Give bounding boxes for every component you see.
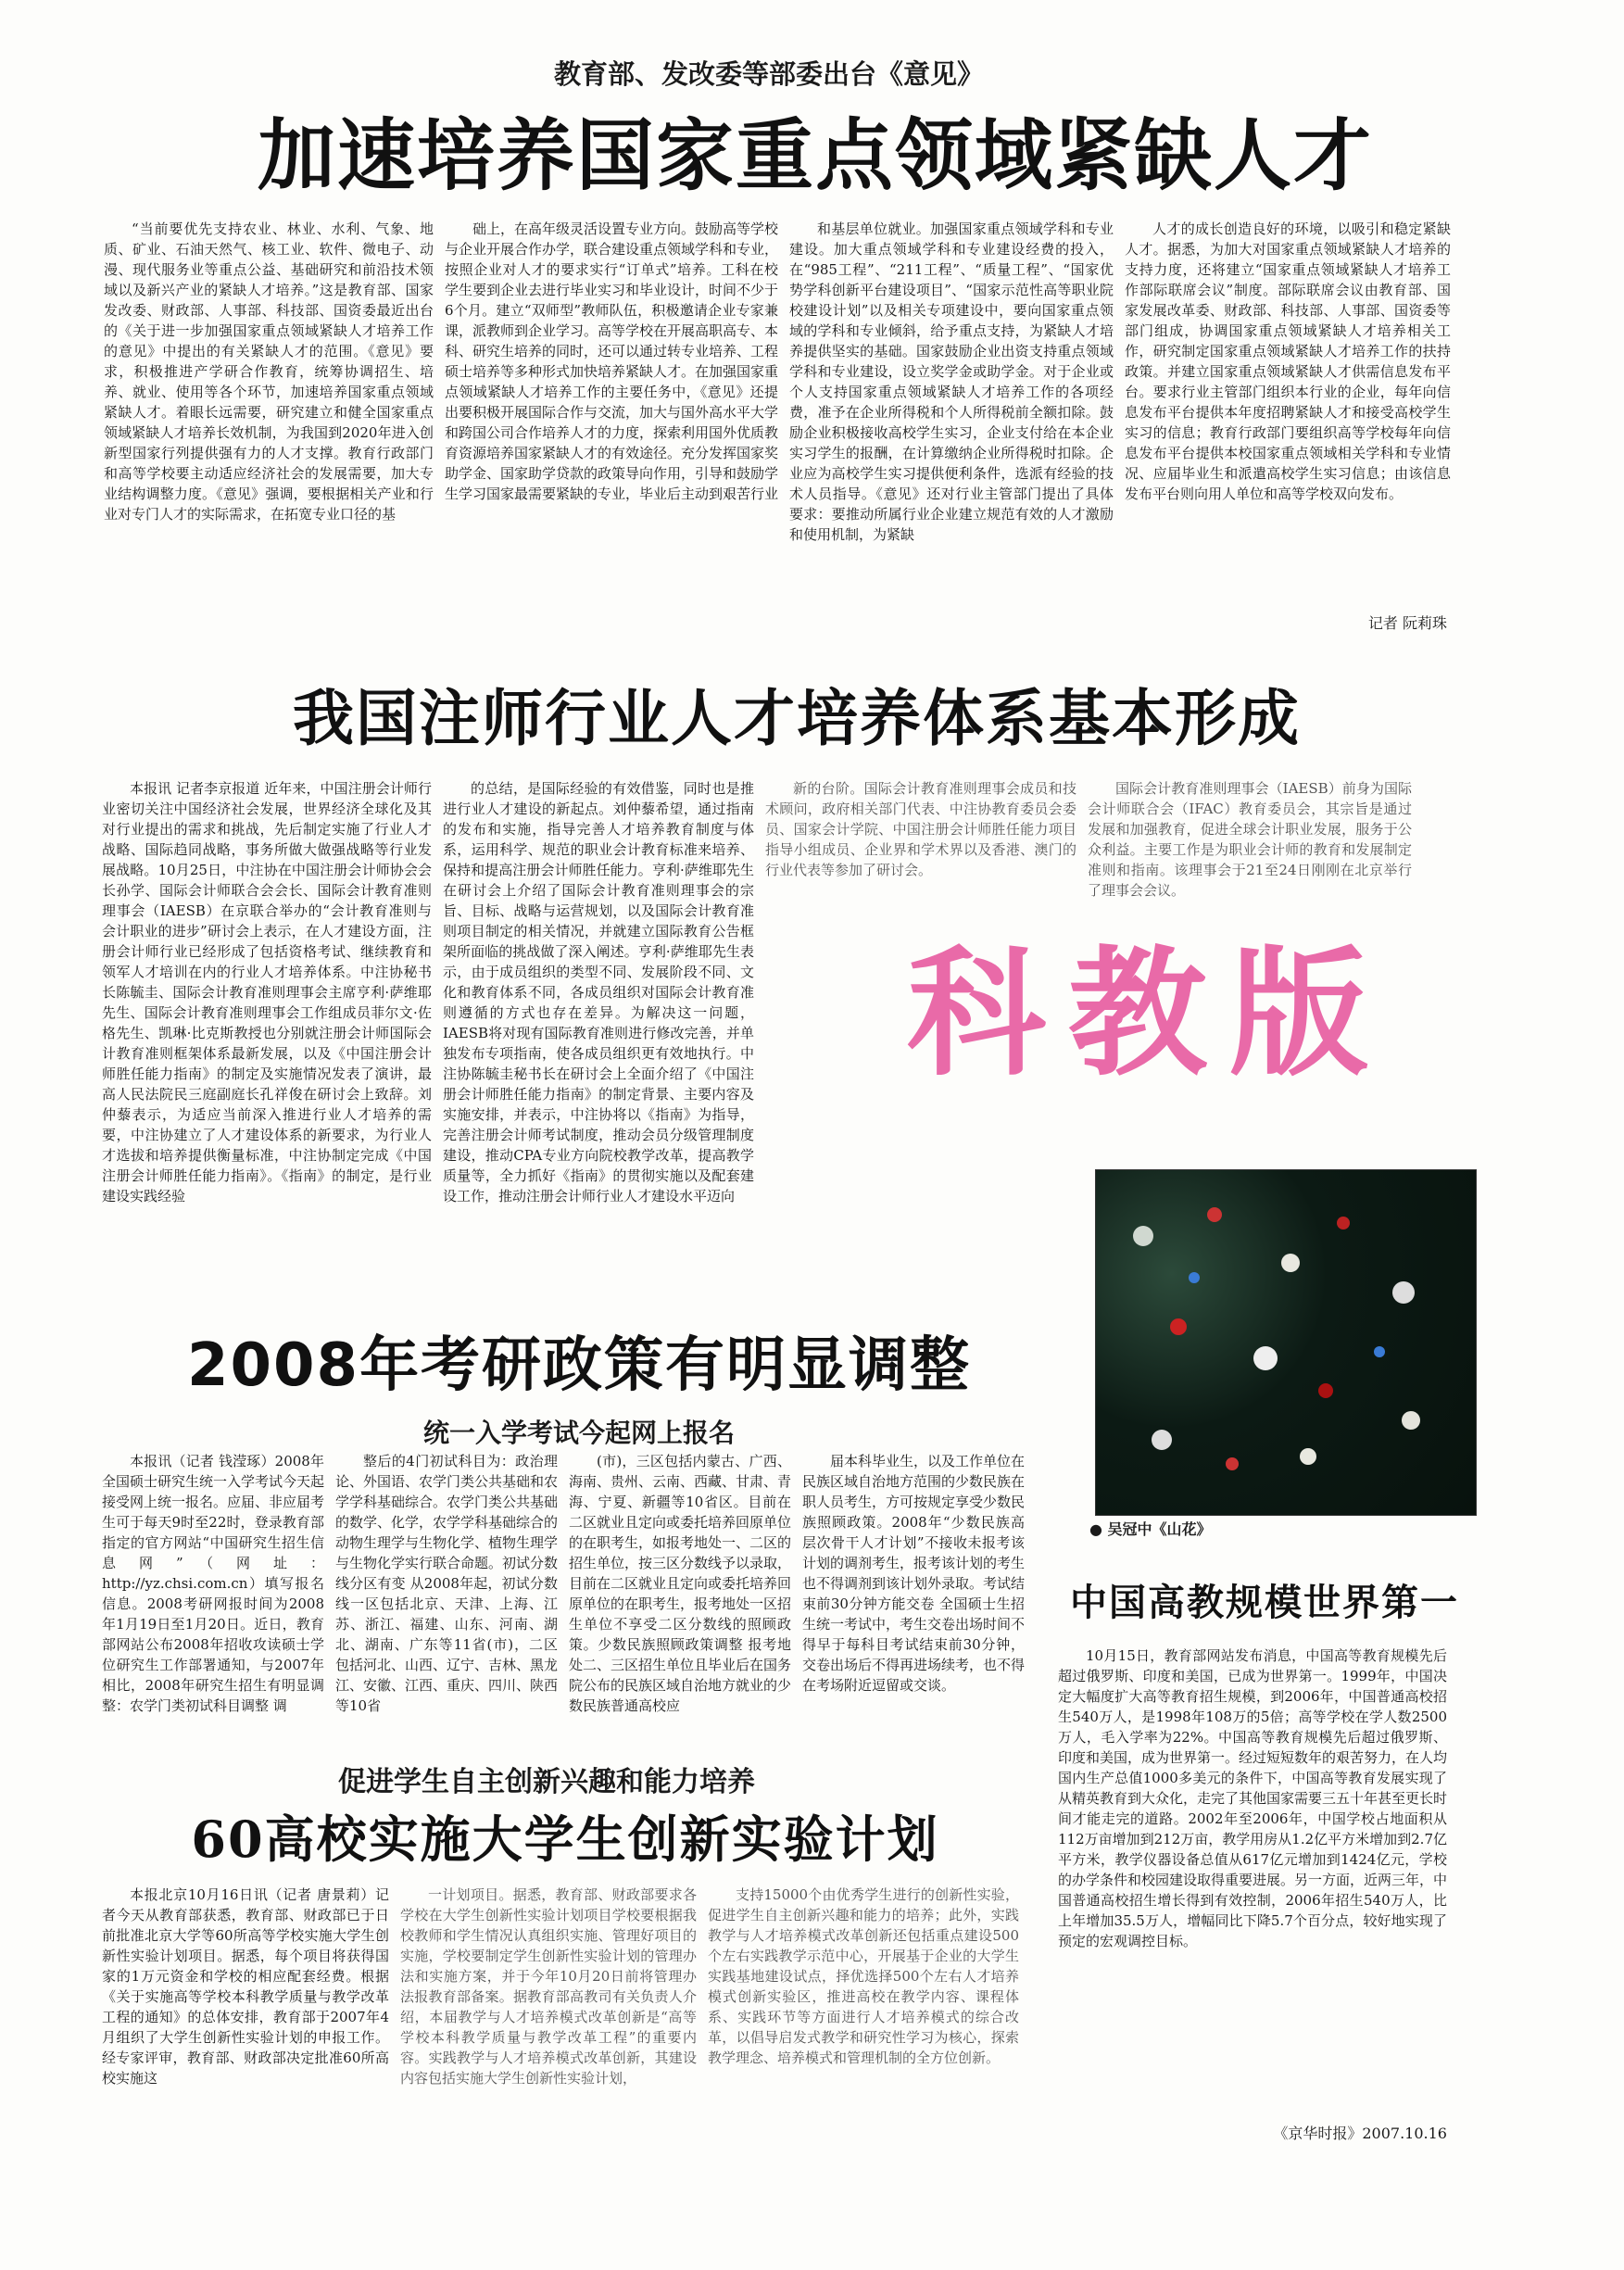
article5-headline: 60高校实施大学生创新实验计划	[191, 1810, 939, 1869]
article2-column-2: 的总结，是国际经验的有效借鉴，同时也是推进行业人才建设的新起点。刘仲藜希望，通过指南的发布和实施，指导完善人才培养教育制度与体系，运用科学、规范的职业会计教育标准来培养、保持和提高注册会计师胜任能力。亨利·萨维耶先生在研讨会上介绍了国际会计教育准则理事会的宗旨、目标、战略与运营规划，以及国际会计教育准则项目制定的相关情况，并就建立国际教育公告框架所面临的挑战做了深入阐述。亨利·萨维耶先生表示，由于成员组织的类型不同、发展阶段不同、文化和教育体系不同，各成员组织对国际会计教育准则遵循的方式也存在差异。为解决这一问题，IAESB将对现有国际教育准则进行修改完善，并单独发布专项指南，使各成员组织更有效地执行。中注协陈毓圭秘书长在研讨会上全面介绍了《中国注册会计师胜任能力指南》的制定背景、主要内容及实施安排，并表示，中注协将以《指南》为指导，完善注册会计师考试制度，推动会员分级管理制度建设，推动CPA专业方向院校教学改革，提高教学质量等，全力抓好《指南》的贯彻实施以及配套建设工作，推动注册会计师行业人才建设水平迈向	[443, 780, 754, 1204]
article2-column-4: 国际会计教育准则理事会（IAESB）前身为国际会计师联合会（IFAC）教育委员会，其宗旨是通过发展和加强教育，促进全球会计职业发展，服务于公众利益。主要工作是为职业会计师的教育和发展制定准则和指南。该理事会于21至24日刚刚在北京举行了理事会会议。	[1088, 780, 1412, 899]
article1-byline: 记者 阮莉珠	[1367, 614, 1447, 632]
article5-column-1: 本报北京10月16日讯（记者 唐景莉）记者今天从教育部获悉，教育部、财政部已于日前批准北京大学等60所高等学校实施大学生创新性实验计划项目。据悉，每个项目将获得国家的1万元资金和学校的相应配套经费。根据《关于实施高等学校本科教学质量与教学改革工程的通知》的总体安排，教育部于2007年4月组织了大学生创新性实验计划的申报工作。经专家评审，教育部、财政部决定批准60所高校实施这	[102, 1886, 389, 2087]
painting-caption: ● 吴冠中《山花》	[1089, 1520, 1212, 1538]
article3-column-2: 整后的4门初试科目为：政治理论、外国语、农学门类公共基础和农学学科基础综合。农学门类公共基础的数学、化学，农学学科基础综合的动物生理学与生物化学、植物生理学与生物化学实行联合命题。初试分数线分区有变 从2008年起，初试分数线一区包括北京、天津、上海、江苏、浙江、福建、山东、河南、湖北、湖南、广东等11省(市)，二区包括河北、山西、辽宁、吉林、黑龙江、安徽、江西、重庆、四川、陕西等10省	[335, 1453, 558, 1714]
article2-column-3: 新的台阶。国际会计教育准则理事会成员和技术顾问，政府相关部门代表、中注协教育委员会委员、国家会计学院、中国注册会计师胜任能力项目指导小组成员、企业界和学术界以及香港、澳门的行业代表等参加了研讨会。	[765, 780, 1076, 878]
article2-column-1: 本报讯 记者李京报道 近年来，中国注册会计师行业密切关注中国经济社会发展，世界经济全球化及其对行业提出的需求和挑战，先后制定实施了行业人才战略、国际趋同战略，事务所做大做强战略等行业发展战略。10月25日，中注协在中国注册会计师协会会长孙学、国际会计师联合会会长、国际会计教育准则理事会（IAESB）在京联合举办的“会计教育准则与会计职业的进步”研讨会上表示，在人才建设方面，注册会计师行业已经形成了包括资格考试、继续教育和领军人才培训在内的行业人才培养体系。中注协秘书长陈毓圭、国际会计教育准则理事会主席亨利·萨维耶先生、国际会计教育准则理事会工作组成员菲尔文·佐格先生、凯琳·比克斯教授也分别就注册会计师国际会计教育准则框架体系最新发展，以及《中国注册会计师胜任能力指南》的制定及实施情况发表了演讲，最高人民法院民三庭副庭长孔祥俊在研讨会上致辞。刘仲藜表示，为适应当前深入推进行业人才培养的需要，中注协建立了人才建设体系的新要求，为行业人才选拔和培养提供衡量标准，中注协制定完成《中国注册会计师胜任能力指南》。《指南》的制定，是行业建设实践经验	[102, 780, 432, 1204]
painting-image	[1095, 1169, 1477, 1516]
article2-headline: 我国注师行业人才培养体系基本形成	[293, 683, 1301, 754]
article3-subhead: 统一入学考试今起网上报名	[422, 1418, 735, 1448]
article1-kicker: 教育部、发改委等部委出台《意见》	[553, 58, 984, 90]
article5-kicker: 促进学生自主创新兴趣和能力培养	[338, 1766, 755, 1798]
article4-headline: 中国高教规模世界第一	[1070, 1582, 1459, 1624]
article1-column-2: 础上，在高年级灵活设置专业方向。鼓励高等学校与企业开展合作办学，联合建设重点领域学科和专业，按照企业对人才的要求实行“订单式”培养。工科在校学生要到企业去进行毕业实习和毕业设计，时间不少于6个月。建立“双师型”教师队伍，积极邀请企业专家兼课，派教师到企业学习。高等学校在开展高职高专、本科、研究生培养的同时，还可以通过转专业培养、工程硕士培养等多种形式加快培养紧缺人才。在加强国家重点领域紧缺人才培养工作的主要任务中，《意见》还提出要积极开展国际合作与交流，加大与国外高水平大学和跨国公司合作培养人才的力度，探索利用国外优质教育资源培养国家紧缺人才的有效途径。充分发挥国家奖助学金、国家助学贷款的政策导向作用，引导和鼓励学生学习国家最需要紧缺的专业，毕业后主动到艰苦行业	[445, 221, 778, 502]
article5-column-2: 一计划项目。据悉，教育部、财政部要求各学校在大学生创新性实验计划项目学校要根据我校教师和学生情况认真组织实施、管理好项目的实施，学校要制定学生创新性实验计划的管理办法和实施方案，并于今年10月20日前将管理办法报教育部备案。据教育部高教司有关负责人介绍，本届教学与人才培养模式改革创新是“高等学校本科教学质量与教学改革工程”的重要内容。实践教学与人才培养模式改革创新，其建设内容包括实施大学生创新性实验计划，	[400, 1886, 697, 2087]
article3-headline: 2008年考研政策有明显调整	[186, 1331, 972, 1400]
article5-column-3: 支持15000个由优秀学生进行的创新性实验，促进学生自主创新兴趣和能力的培养；此外，实践教学与人才培养模式改革创新还包括重点建设500个左右实践教学示范中心，开展基于企业的大学生实践基地建设试点，择优选择500个左右人才培养模式创新实验区，推进高校在教学内容、课程体系、实践环节等方面进行人才培养模式的综合改革，以倡导启发式教学和研究性学习为核心，探索教学理念、培养模式和管理机制的全方位创新。	[708, 1886, 1019, 2066]
article4-body: 10月15日，教育部网站发布消息，中国高等教育规模先后超过俄罗斯、印度和美国，已成为世界第一。1999年，中国决定大幅度扩大高等教育招生规模，到2006年，中国普通高校招生540万人，是1998年108万的5倍；高等学校在学人数2500万人，毛入学率为22%。中国高等教育规模先后超过俄罗斯、印度和美国，成为世界第一。经过短短数年的艰苦努力，在人均国内生产总值1000多美元的条件下，中国高等教育发展实现了从精英教育到大众化，走完了其他国家需要三五十年甚至更长时间才能走完的道路。2002年至2006年，中国学校占地面积从112万亩增加到212万亩，教学用房从1.2亿平方米增加到2.7亿平方米，教学仪器设备总值从617亿元增加到1424亿元，学校的办学条件和校园建设取得重要进展。另一方面，近两三年，中国普通高校招生增长得到有效控制，2006年招生540万人，比上年增加35.5万人，增幅同比下降5.7个百分点，较好地实现了预定的宏观调控目标。	[1058, 1647, 1447, 1949]
article1-column-4: 人才的成长创造良好的环境，以吸引和稳定紧缺人才。据悉，为加大对国家重点领域紧缺人才培养的支持力度，还将建立“国家重点领域紧缺人才培养工作部际联席会议”制度。部际联席会议由教育部、国家发展改革委、财政部、科技部、人事部、国资委等部门组成，协调国家重点领域紧缺人才培养相关工作，研究制定国家重点领域紧缺人才培养工作的扶持政策。并建立国家重点领域紧缺人才供需信息发布平台。要求行业主管部门组织本行业的企业，每年向信息发布平台提供本年度招聘紧缺人才和接受高校学生实习的信息；教育行政部门要组织高等学校每年向信息发布平台提供本校国家重点领域相关学科和专业情况、应届毕业生和派遣高校学生实习信息；由该信息发布平台则向用人单位和高等学校双向发布。	[1125, 221, 1451, 502]
article1-column-1: “当前要优先支持农业、林业、水利、气象、地质、矿业、石油天然气、核工业、软件、微电子、动漫、现代服务业等重点公益、基础研究和前沿技术领域以及新兴产业的紧缺人才培养。”这是教育部、国家发改委、财政部、人事部、科技部、国资委最近出台的《关于进一步加强国家重点领域紧缺人才培养工作的意见》中提出的有关紧缺人才的范围。《意见》要求，积极推进产学研合作教育，统筹协调招生、培养、就业、使用等各个环节，加速培养国家重点领域紧缺人才。着眼长远需要，研究建立和健全国家重点领域紧缺人才培养长效机制，为我国到2020年进入创新型国家行列提供强有力的人才支撑。教育行政部门和高等学校要主动适应经济社会的发展需要，加大专业结构调整力度。《意见》强调，要根据相关产业和行业对专门人才的实际需求，在拓宽专业口径的基	[104, 221, 434, 523]
article3-column-4: 届本科毕业生，以及工作单位在民族区域自治地方范围的少数民族在职人员考生，方可按规定享受少数民族照顾政策。2008年“少数民族高层次骨干人才计划”不接收未报考该计划的调剂考生，报考该计划的考生也不得调剂到该计划外录取。考试结束前30分钟方能交卷 全国硕士生招生统一考试中，考生交卷出场时间不得早于每科目考试结束前30分钟，交卷出场后不得再进场续考，也不得在考场附近逗留或交谈。	[802, 1453, 1025, 1694]
section-stamp: 科教版	[906, 934, 1391, 1095]
article1-column-3: 和基层单位就业。加强国家重点领域学科和专业建设。加大重点领域学科和专业建设经费的投入，在“985工程”、“211工程”、“质量工程”、“国家优势学科创新平台建设项目”、“国家示范性高等职业院校建设计划”以及相关专项建设中，要向国家重点领域的学科和专业倾斜，给予重点支持，为紧缺人才培养提供坚实的基础。国家鼓励企业出资支持重点领域学科和专业建设，设立奖学金或助学金。对于企业或个人支持国家重点领域紧缺人才培养工作的各项经费，准予在企业所得税和个人所得税前全额扣除。鼓励企业积极接收高校学生实习，企业支付给在本企业实习学生的报酬，在计算缴纳企业所得税时扣除。企业应为高校学生实习提供便利条件，选派有经验的技术人员指导。《意见》还对行业主管部门提出了具体要求：要推动所属行业企业建立规范有效的人才激励和使用机制，为紧缺	[789, 221, 1114, 543]
article4-source: 《京华时报》2007.10.16	[1273, 2125, 1447, 2142]
article3-column-3: (市)，三区包括内蒙古、广西、海南、贵州、云南、西藏、甘肃、青海、宁夏、新疆等10省区。目前在二区就业且定向或委托培养回原单位的在职考生，如报考地处一、二区的招生单位，按三区分数线予以录取，目前在二区就业且定向或委托培养回原单位的在职考生，报考地处一区招生单位不享受二区分数线的照顾政策。少数民族照顾政策调整 报考地处二、三区招生单位且毕业后在国务院公布的民族区域自治地方就业的少数民族普通高校应	[569, 1453, 791, 1714]
article1-headline: 加速培养国家重点领域紧缺人才	[257, 110, 1373, 201]
article3-column-1: 本报讯（记者 钱滢琢）2008年全国硕士研究生统一入学考试今天起接受网上统一报名。应届、非应届考生可于每天9时至22时，登录教育部指定的官方网站“中国研究生招生信息网”（网址：http://yz.chsi.com.cn）填写报名信息。2008考研网报时间为2008年1月19日至1月20日。近日，教育部网站公布2008年招收攻读硕士学位研究生工作部署通知，与2007年相比，2008年研究生招生有明显调整：农学门类初试科目调整 调	[102, 1453, 324, 1714]
